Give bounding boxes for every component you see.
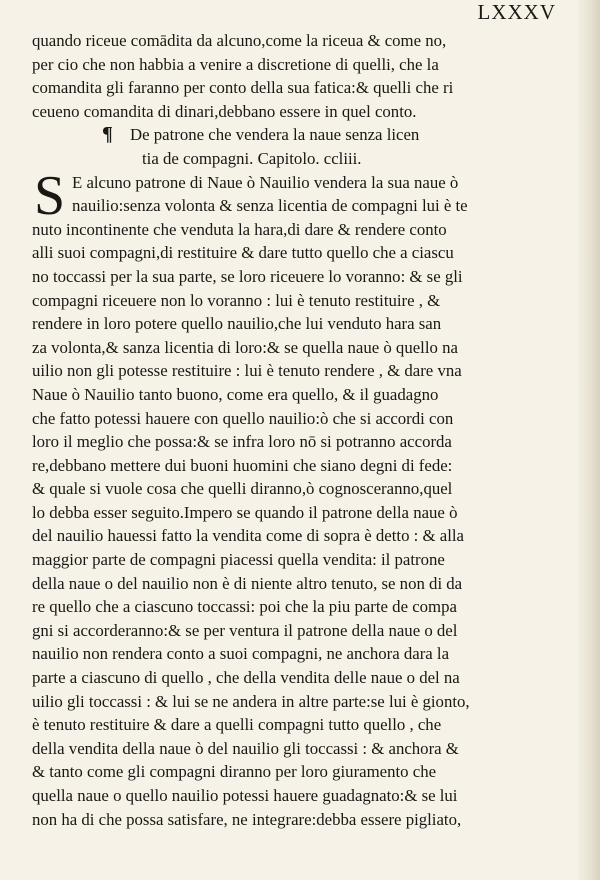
text-line: za volonta,& sanza licentia di loro:& se quella naue ò quello na: [32, 337, 458, 357]
text-line: uilio non gli potesse restituire : lui è tenuto rendere , & dare vna: [32, 361, 462, 381]
chapter-paragraph: [32, 164, 572, 832]
text-line: comandita gli faranno per conto della sua fatica:& quelli che ri: [32, 78, 454, 98]
text-line: re quello che a ciascuno toccassi: poi che la piu parte de compa: [32, 597, 457, 617]
folio-number: LXXXV: [477, 0, 556, 24]
text-line: rendere in loro potere quello nauilio,che lui venduto hara san: [32, 314, 442, 334]
text-line: che fatto potessi hauere con quello nauilio:ò che si accordi con: [32, 408, 454, 428]
text-line: & tanto come gli compagni diranno per loro giuramento che: [32, 762, 437, 782]
text-line: uilio gli toccassi : & lui se ne andera in altre parte:se lui è gionto,: [32, 691, 470, 711]
text-line: maggior parte de compagni piacessi quella vendita: il patrone: [32, 550, 445, 570]
text-line: della vendita della naue ò del nauilio gli toccassi : & anchora &: [32, 738, 459, 758]
text-line: è tenuto restituire & dare a quelli compagni tutto quello , che: [32, 715, 442, 735]
text-line: no toccassi per la sua parte, se loro riceuere lo voranno: & se gli: [32, 266, 463, 286]
text-line: nauilio non rendera conto a suoi compagni, ne anchora dara la: [32, 644, 450, 664]
text-line: re,debbano mettere dui buoni huomini che siano degni di fede:: [32, 455, 453, 475]
text-line: lo debba esser seguito.Impero se quando il patrone della naue ò: [32, 502, 458, 522]
text-line: gni si accorderanno:& se per ventura il patrone della naue o del: [32, 620, 458, 640]
heading-text-1: De patrone che vendera la naue senza licen: [130, 125, 420, 145]
page-edge-shadow: [578, 0, 600, 880]
heading-line-2: tia de compagni. Capitolo. ccliii.: [142, 148, 362, 168]
text-line: alli suoi compagni,di restituire & dare tutto quello che a ciascu: [32, 243, 454, 263]
text-line: del nauilio hauessi fatto la vendita come di sopra è detto : & alla: [32, 526, 464, 546]
text-line: Naue ò Nauilio tanto buono, come era quello, & il guadagno: [32, 384, 439, 404]
text-line: della naue o del nauilio non è di niente altro tenuto, se non di da: [32, 573, 463, 593]
drop-cap-initial: S: [34, 164, 66, 227]
text-line: nuto incontinente che venduta la hara,di dare & rendere conto: [32, 219, 447, 239]
pilcrow-icon: ¶: [102, 123, 113, 146]
text-line: per cio che non habbia a venire a discretione di quelli, che la: [32, 54, 439, 74]
chapter-heading: [32, 123, 572, 170]
text-block: [32, 29, 572, 831]
text-line: parte a ciascuno di quello , che della vendita delle naue o del na: [32, 668, 460, 688]
text-line: nauilio:senza volonta & senza licentia de compagni lui è te: [72, 196, 468, 216]
text-line: ceueno comandita di dinari,debbano essere in quel conto.: [32, 101, 417, 121]
text-line: quella naue o quello nauilio potessi hauere guadagnato:& se lui: [32, 786, 458, 805]
text-line: & quale si vuole cosa che quelli diranno,ò cognosceranno,quel: [32, 479, 453, 499]
intro-paragraph: [32, 29, 572, 123]
text-line: E alcuno patrone di Naue ò Nauilio vendera la sua naue ò: [72, 172, 459, 192]
heading-line-1: [32, 123, 572, 147]
text-line: loro il meglio che possa:& se infra loro nō si potranno accorda: [32, 432, 452, 452]
text-line: non ha di che possa satisfare, ne integrare:debba essere pigliato,: [32, 809, 462, 829]
text-line: quando riceue comādita da alcuno,come la riceua & come no,: [32, 31, 447, 50]
text-line: compagni riceuere non lo voranno : lui è tenuto restituire , &: [32, 290, 441, 310]
